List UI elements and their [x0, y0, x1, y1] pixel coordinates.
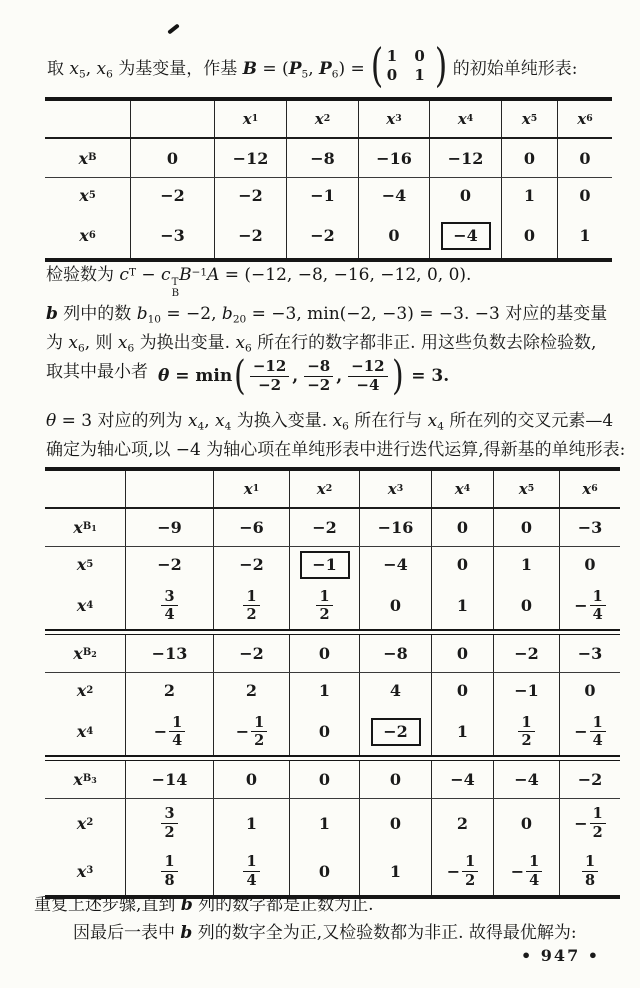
value-cell: $\frac{1}{4}$ [213, 847, 289, 895]
value-cell: 0 [289, 635, 359, 672]
pivot-cell [429, 213, 501, 258]
value-cell: $\frac{1}{2}$ [289, 582, 359, 629]
value-cell: 0 [289, 708, 359, 755]
value-cell: − $\frac{1}{2}$ [559, 799, 620, 847]
iteration-block [45, 761, 620, 895]
value-cell: 0 [493, 799, 559, 847]
simplex-table-initial [45, 97, 612, 262]
value-cell: 2 [125, 673, 213, 708]
basis-row [45, 799, 620, 847]
row-label: x 4 [76, 596, 94, 615]
column-header: x 2 [286, 101, 358, 137]
value-cell: 0 [213, 761, 289, 798]
value-cell: −4 [431, 761, 493, 798]
value-cell: 0 [431, 635, 493, 672]
value-cell: −3 [559, 509, 620, 546]
pivot-cell [359, 708, 431, 755]
row-label: x 5 [76, 555, 94, 574]
value-cell: −2 [213, 635, 289, 672]
identity-matrix [368, 38, 450, 93]
value-cell: −8 [359, 635, 431, 672]
value-cell: − $\frac{1}{2}$ [431, 847, 493, 895]
value-cell: −9 [125, 509, 213, 546]
value-cell: 1 [359, 847, 431, 895]
paragraph-line: b 列中的数 $b_{10} = -2$, $b_{20} = -3$, min(−2, −3) = −3. −3 对应的基变量 [46, 303, 608, 326]
paragraph-line: 取其中最小者 [46, 361, 148, 382]
paragraph-line: θ = 3 对应的列为 $x_4$, $x_4$ 为换入变量. $x_6$ 所在行与 $x_4$ 所在列的交叉元素—4 [46, 411, 614, 433]
value-cell: 0 [501, 213, 557, 258]
paragraph-line: 为 $x_6$, 则 $x_6$ 为换出变量. $x_6$ 所在行的数字都非正. 用这些负数去除检验数, [46, 332, 597, 355]
value-cell: $\frac{3}{2}$ [125, 799, 213, 847]
value-cell: 0 [501, 139, 557, 177]
pivot-paragraph [46, 407, 640, 465]
ink-speckle [167, 23, 180, 34]
value-cell: −13 [125, 635, 213, 672]
iteration-block [45, 635, 620, 755]
column-header: x 5 [493, 471, 559, 507]
value-cell: −6 [213, 509, 289, 546]
matrix-left-paren: ( [370, 38, 384, 93]
matrix-row: 0 1 [386, 66, 431, 84]
objective-row [45, 761, 620, 799]
empty-header-cell [130, 101, 214, 137]
row-label: x 4 [76, 722, 94, 741]
pivot-cell [289, 547, 359, 582]
value-cell: −12 [429, 139, 501, 177]
value-cell: $\frac{1}{2}$ [213, 582, 289, 629]
value-cell: −3 [130, 213, 214, 258]
value-cell: −16 [359, 509, 431, 546]
matrix-rows [387, 47, 431, 86]
pivot-element: −4 [441, 222, 491, 250]
matrix-row: 1 0 [386, 46, 431, 65]
value-cell: −3 [559, 635, 620, 672]
pivot-element: −1 [300, 551, 350, 579]
value-cell: −2 [125, 547, 213, 582]
value-cell: −2 [286, 213, 358, 258]
value-cell: 4 [359, 673, 431, 708]
basis-row [45, 547, 620, 582]
value-cell: 2 [213, 673, 289, 708]
objective-row [45, 509, 620, 547]
intro-paragraph [47, 40, 578, 92]
column-header: x 6 [557, 101, 612, 137]
value-cell: 2 [431, 799, 493, 847]
column-header: x 1 [213, 471, 289, 507]
row-label: x 6 [79, 226, 96, 245]
value-cell: 0 [559, 673, 620, 708]
row-label: x $B_2$ [73, 644, 97, 663]
header-row [45, 471, 620, 509]
row-label: x $B_3$ [73, 770, 97, 789]
column-header: x 3 [359, 471, 431, 507]
value-cell: −4 [358, 178, 429, 213]
basis-row [45, 673, 620, 708]
basis-row [45, 178, 612, 213]
row-label: x 5 [79, 186, 96, 205]
value-cell: − $\frac{1}{4}$ [493, 847, 559, 895]
value-cell: 0 [493, 509, 559, 546]
value-cell: −16 [358, 139, 429, 177]
value-cell: 0 [559, 547, 620, 582]
ratio-fraction: $\frac{-12}{-4}$ [348, 359, 387, 394]
matrix-right-paren: ) [434, 38, 448, 93]
value-cell: 0 [358, 213, 429, 258]
value-cell: −1 [493, 673, 559, 708]
value-cell: −2 [559, 761, 620, 798]
formula-left-paren: ( [234, 353, 246, 400]
paragraph-line: 检验数为 $c^T - c$ T B $B^{-1}A = (-12$, −8, −16, −12, 0, 0). [46, 265, 472, 299]
value-cell: 1 [557, 213, 612, 258]
closing-line-2: 因最后一表中 b 列的数字全为正,又检验数都为非正. 故得最优解为: [73, 923, 577, 943]
formula-rhs: = 3. [411, 366, 450, 387]
intro-text-pre: 取 $x_5$, $x_6$ 为基变量，作基 $B = (P_5$, $P_6$) = [47, 58, 365, 81]
value-cell: 0 [289, 761, 359, 798]
basis-row [45, 582, 620, 629]
value-cell: 0 [429, 178, 501, 213]
value-cell: − $\frac{1}{4}$ [559, 582, 620, 629]
basis-row [45, 213, 612, 258]
value-cell: 0 [493, 582, 559, 629]
iteration-block [45, 509, 620, 629]
value-cell: 0 [557, 139, 612, 177]
formula-lhs: θ = min [158, 366, 233, 387]
value-cell: −8 [286, 139, 358, 177]
column-header: x 5 [501, 101, 557, 137]
row-label: x B [78, 148, 97, 168]
empty-header-cell [45, 471, 125, 507]
value-cell: 0 [359, 582, 431, 629]
value-cell: 0 [557, 178, 612, 213]
value-cell: −4 [493, 761, 559, 798]
value-cell: −2 [493, 635, 559, 672]
value-cell: − $\frac{1}{4}$ [125, 708, 213, 755]
row-label: x $B_1$ [73, 518, 97, 537]
ratio-fraction: $\frac{-8}{-2}$ [304, 359, 333, 394]
paragraph-line: 确定为轴心项,以 −4 为轴心项在单纯形表中进行迭代运算,得新基的单纯形表: [46, 440, 626, 460]
page-number: • 947 • [521, 946, 600, 965]
value-cell: 0 [130, 139, 214, 177]
ratio-fraction: $\frac{-12}{-2}$ [250, 359, 289, 394]
value-cell: 0 [359, 799, 431, 847]
fraction-separator: , [336, 366, 343, 387]
column-header: x 1 [214, 101, 286, 137]
value-cell: −12 [214, 139, 286, 177]
value-cell: 1 [493, 547, 559, 582]
row-label: x 3 [76, 861, 94, 881]
basis-row [45, 708, 620, 755]
value-cell: $\frac{1}{8}$ [125, 847, 213, 895]
value-cell: 1 [289, 799, 359, 847]
value-cell: −1 [286, 178, 358, 213]
value-cell: −2 [289, 509, 359, 546]
row-label: x 2 [76, 681, 94, 700]
column-header: x 6 [559, 471, 620, 507]
value-cell: −2 [214, 178, 286, 213]
value-cell: − $\frac{1}{2}$ [213, 708, 289, 755]
value-cell: 0 [289, 847, 359, 895]
pivot-element: −2 [371, 718, 421, 746]
column-header: x 4 [431, 471, 493, 507]
value-cell: −2 [214, 213, 286, 258]
empty-header-cell [45, 101, 130, 137]
value-cell: 0 [431, 673, 493, 708]
value-cell: −14 [125, 761, 213, 798]
value-cell: 0 [431, 547, 493, 582]
value-cell: 0 [431, 509, 493, 546]
value-cell: 1 [431, 708, 493, 755]
header-row [45, 101, 612, 139]
empty-header-cell [125, 471, 213, 507]
value-cell: − $\frac{1}{4}$ [559, 708, 620, 755]
closing-line-1: 重复上述步骤,直到 b 列的数字都是正数为止. [34, 895, 374, 915]
value-cell: $\frac{1}{8}$ [559, 847, 620, 895]
simplex-table-iterations [45, 467, 620, 899]
column-header: x 4 [429, 101, 501, 137]
value-cell: 1 [289, 673, 359, 708]
value-cell: −2 [130, 178, 214, 213]
theta-formula [158, 353, 450, 400]
basis-row [45, 847, 620, 895]
formula-right-paren: ) [391, 353, 404, 400]
column-header: x 2 [289, 471, 359, 507]
value-cell: 0 [359, 761, 431, 798]
value-cell: $\frac{1}{2}$ [493, 708, 559, 755]
value-cell: 1 [213, 799, 289, 847]
objective-row [45, 139, 612, 178]
row-label: x 2 [76, 813, 94, 833]
objective-row [45, 635, 620, 673]
value-cell: −4 [359, 547, 431, 582]
value-cell: −2 [213, 547, 289, 582]
value-cell: $\frac{3}{4}$ [125, 582, 213, 629]
fraction-separator: , [292, 366, 299, 387]
column-header: x 3 [358, 101, 429, 137]
value-cell: 1 [501, 178, 557, 213]
value-cell: 1 [431, 582, 493, 629]
intro-text-post: 的初始单纯形表: [452, 58, 578, 79]
